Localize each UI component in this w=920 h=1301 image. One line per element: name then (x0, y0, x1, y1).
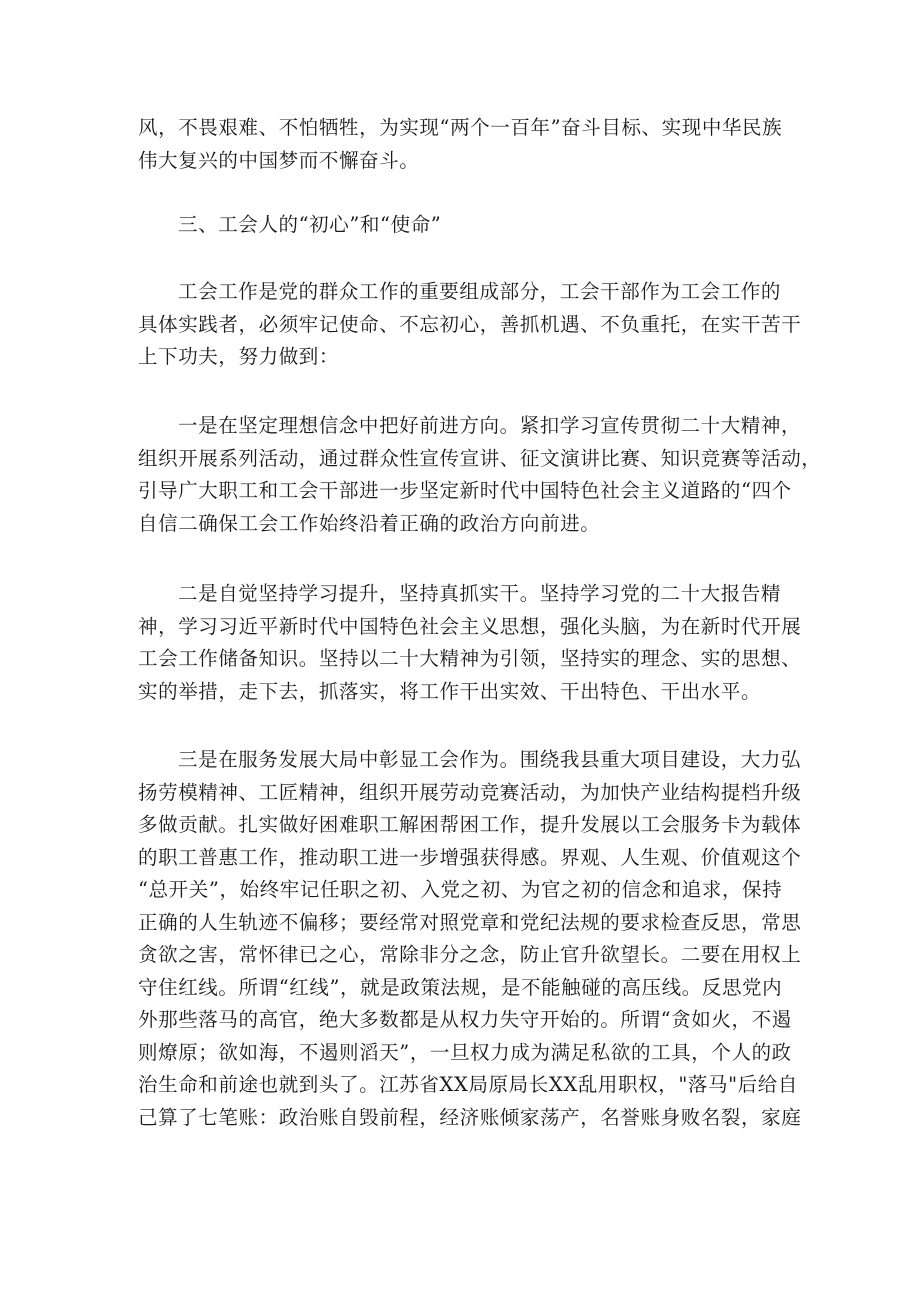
text-line: 具体实践者，必须牢记使命、不忘初心，善抓机遇、不负重托，在实干苦干 (138, 312, 802, 336)
section-heading (138, 209, 786, 242)
paragraph-point-two (138, 578, 802, 708)
text-line: 二是自觉坚持学习提升，坚持真抓实干。坚持学习党的二十大报告精 (178, 582, 782, 605)
text-line: 风，不畏艰难、不怕牺牲，为实现“两个一百年”奋斗目标、实现中华民族 (138, 116, 783, 139)
text-line: 贪欲之害，常怀律已之心，常除非分之念，防止官升欲望长。二要在用权上 (138, 943, 802, 966)
text-line: 上下功夫，努力做到： (138, 345, 340, 368)
text-line: 三是在服务发展大局中彰显工会作为。围绕我县重大项目建设，大力弘 (178, 748, 802, 771)
paragraph-point-one (138, 410, 822, 540)
text-line: 工会工作是党的群众工作的重要组成部分，工会干部作为工会工作的 (178, 280, 782, 303)
text-line: 多做贡献。扎实做好困难职工解困帮困工作，提升发展以工会服务卡为载体 (138, 813, 802, 836)
text-line: 引导广大职工和工会干部进一步坚定新时代中国特色社会主义道路的“四个 (138, 479, 792, 502)
text-line: 的职工普惠工作，推动职工进一步增强获得感。界观、人生观、价值观这个 (138, 845, 802, 869)
text-line: 外那些落马的高官，绝大多数都是从权力失守开始的。所谓“贪如火，不遏 (138, 1008, 792, 1031)
text-line: 伟大复兴的中国梦而不懈奋斗。 (138, 148, 420, 172)
text-line: 工会工作储备知识。坚持以二十大精神为引领，坚持实的理念、实的思想、 (138, 647, 802, 670)
text-line: 则燎原；欲如海，不遏则滔天”，一旦权力成为满足私欲的工具，个人的政 (138, 1040, 792, 1064)
heading-text: 三、工会人的“初心”和“使命” (178, 213, 442, 236)
paragraph-continuation (138, 112, 786, 177)
text-line: 己算了七笔账：政治账自毁前程，经济账倾家荡产，名誉账身败名裂，家庭 (138, 1105, 802, 1129)
text-line: 神，学习习近平新时代中国特色社会主义思想，强化头脑，为在新时代开展 (138, 614, 802, 638)
text-line: 扬劳模精神、工匠精神，组织开展劳动竞赛活动，为加快产业结构提档升级 (138, 780, 802, 804)
text-line: 正确的人生轨迹不偏移；要经常对照党章和党纪法规的要求检查反思，常思 (138, 910, 802, 934)
text-line: 守住红线。所谓“红线”，就是政策法规，是不能触碰的高压线。反思党内 (138, 975, 783, 999)
text-line: 实的举措，走下去，抓落实，将工作干出实效、干出特色、干出水平。 (138, 679, 762, 703)
text-line: 一是在坚定理想信念中把好前进方向。紧扣学习宣传贯彻二十大精神， (178, 414, 802, 437)
text-line: “总开关”，始终牢记任职之初、入党之初、为官之初的信念和追求，保持 (138, 878, 783, 901)
text-line: 自信二确保工会工作始终沿着正确的政治方向前进。 (138, 511, 601, 535)
paragraph-point-three (138, 744, 802, 1134)
paragraph-intro (138, 276, 802, 374)
text-line: 组织开展系列活动，通过群众性宣传宣讲、征文演讲比赛、知识竞赛等活动， (138, 446, 822, 470)
text-line: 治生命和前途也就到头了。江苏省XX局原局长XX乱用职权，"落马"后给自 (138, 1073, 798, 1096)
